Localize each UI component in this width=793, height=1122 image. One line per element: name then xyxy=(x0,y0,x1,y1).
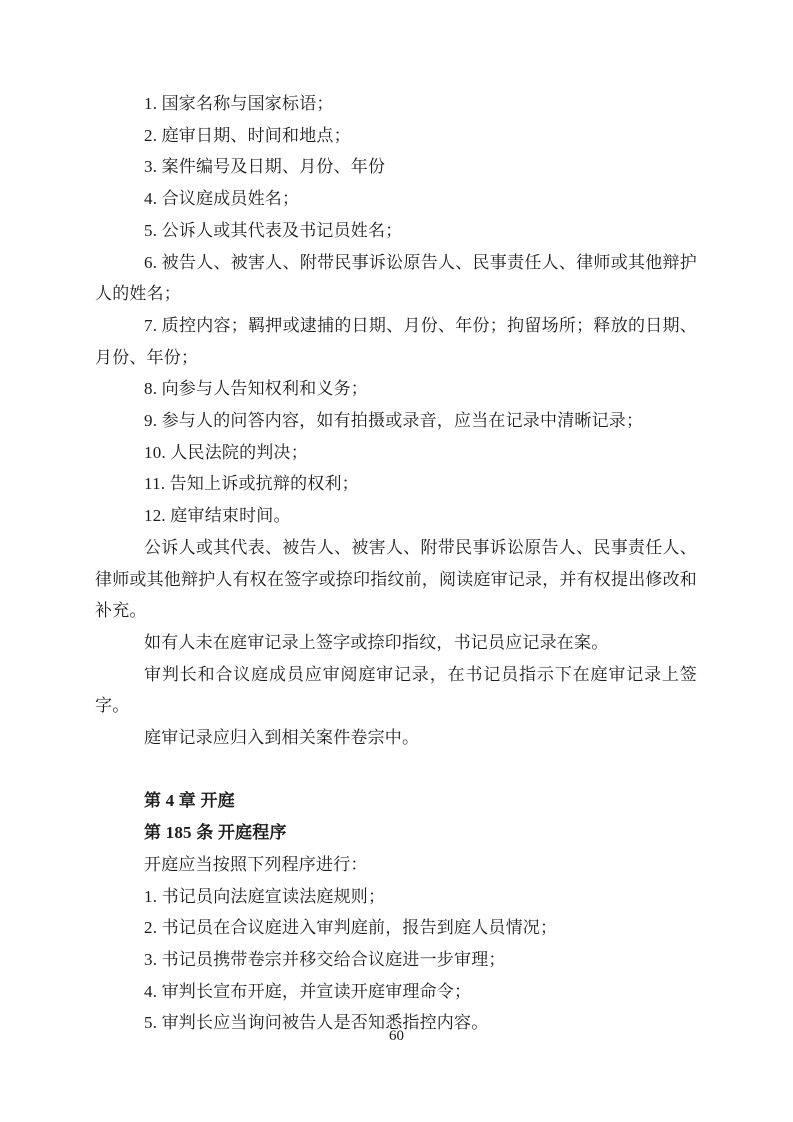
record-item-11: 11. 告知上诉或抗辩的权利； xyxy=(144,474,359,494)
record-item-9: 9. 参与人的问答内容，如有拍摄或录音，应当在记录中清晰记录； xyxy=(144,411,644,431)
record-item-8: 8. 向参与人告知权利和义务； xyxy=(144,379,368,399)
record-item-6: 6. 被告人、被害人、附带民事诉讼原告人、民事责任人、律师或其他辩护人的姓名； xyxy=(95,252,697,304)
procedure-item-1: 1. 书记员向法庭宣读法庭规则； xyxy=(144,886,386,906)
record-item-5: 5. 公诉人或其代表及书记员姓名； xyxy=(144,220,403,240)
body-text xyxy=(95,88,697,1039)
record-item-12: 12. 庭审结束时间。 xyxy=(144,506,291,526)
procedure-item-5: 5. 审判长应当询问被告人是否知悉指控内容。 xyxy=(144,1013,489,1033)
procedure-item-2: 2. 书记员在合议庭进入审判庭前，报告到庭人员情况； xyxy=(144,918,558,938)
closing-paragraph-2: 如有人未在庭审记录上签字或捺印指纹，书记员应记录在案。 xyxy=(144,632,609,652)
section-gap xyxy=(95,754,697,786)
page-footer xyxy=(0,1026,793,1046)
page-number: 60 xyxy=(389,1028,404,1044)
record-item-4: 4. 合议庭成员姓名； xyxy=(144,189,300,209)
record-item-10: 10. 人民法院的判决； xyxy=(144,442,308,462)
article-heading: 第 185 条 开庭程序 xyxy=(144,823,287,843)
record-item-1: 1. 国家名称与国家标语； xyxy=(144,94,334,113)
closing-paragraph-3: 审判长和合议庭成员应审阅庭审记录，在书记员指示下在庭审记录上签字。 xyxy=(95,664,697,716)
procedure-item-3: 3. 书记员携带卷宗并移交给合议庭进一步审理； xyxy=(144,949,506,969)
record-item-3: 3. 案件编号及日期、月份、年份 xyxy=(144,157,386,177)
closing-paragraph-4: 庭审记录应归入到相关案件卷宗中。 xyxy=(144,728,420,748)
chapter-heading: 第 4 章 开庭 xyxy=(144,791,235,811)
procedure-item-4: 4. 审判长宣布开庭，并宣读开庭审理命令； xyxy=(144,981,472,1001)
closing-paragraph-1: 公诉人或其代表、被告人、被害人、附带民事诉讼原告人、民事责任人、律师或其他辩护人有权在签字或捺印指纹前，阅读庭审记录，并有权提出修改和补充。 xyxy=(95,537,697,621)
record-item-2: 2. 庭审日期、时间和地点； xyxy=(144,125,351,145)
record-item-7: 7. 质控内容；羁押或逮捕的日期、月份、年份；拘留场所；释放的日期、月份、年份； xyxy=(95,315,697,367)
procedure-intro: 开庭应当按照下列程序进行： xyxy=(144,854,368,874)
